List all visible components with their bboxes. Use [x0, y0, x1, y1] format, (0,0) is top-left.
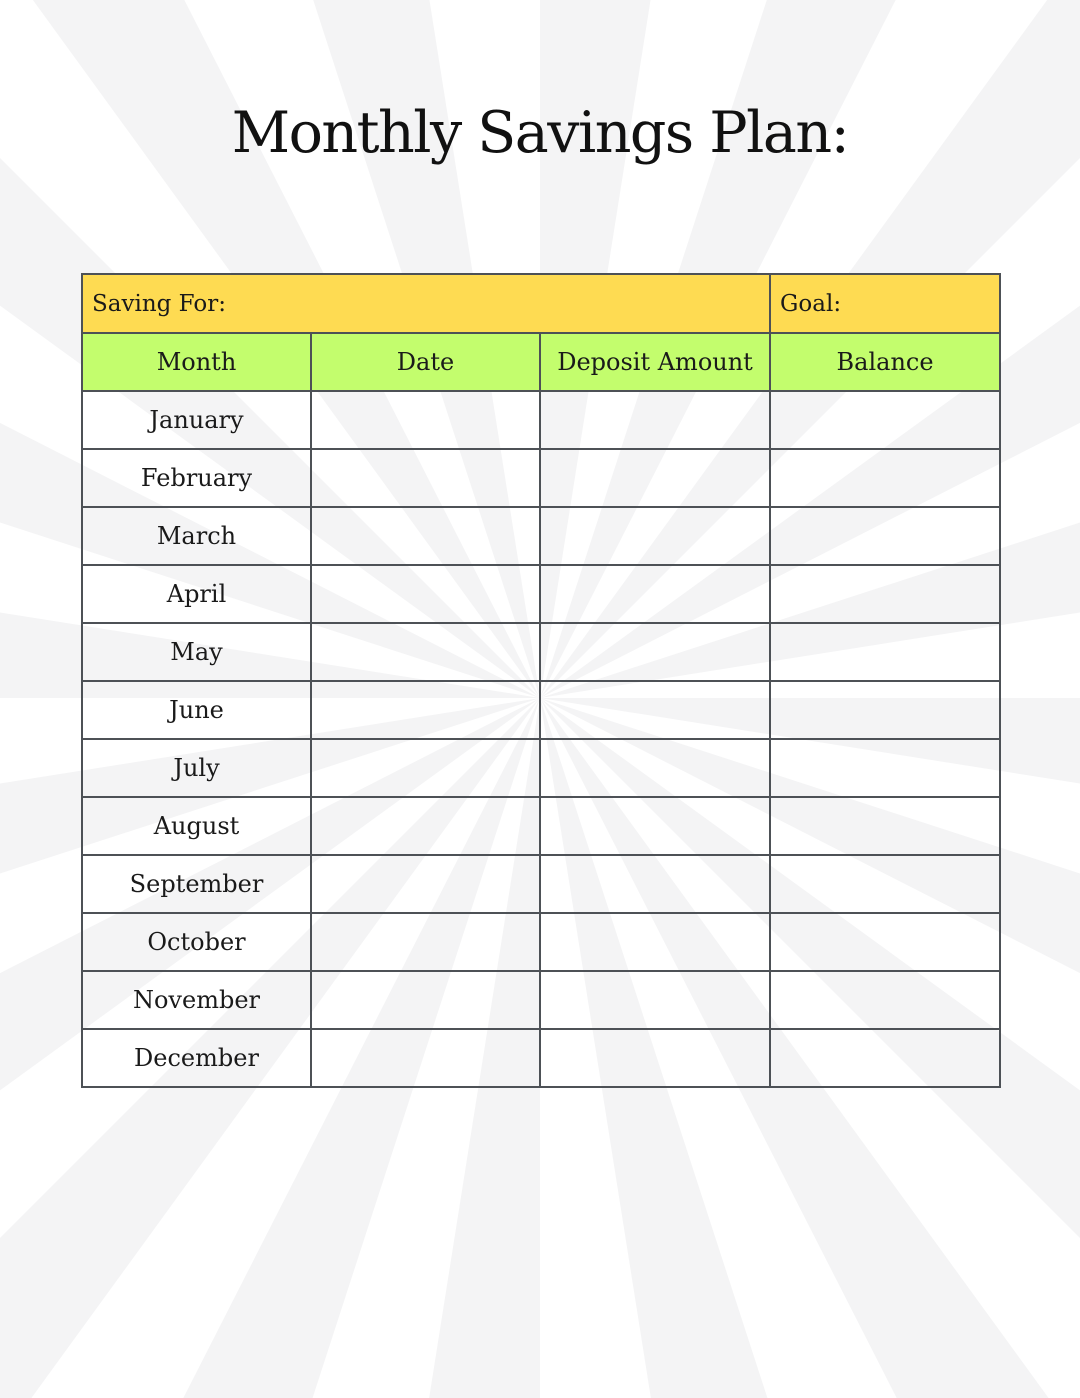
column-header-date: Date: [311, 333, 540, 391]
deposit-amount-cell[interactable]: [540, 913, 770, 971]
month-cell: August: [82, 797, 311, 855]
month-cell: May: [82, 623, 311, 681]
date-cell[interactable]: [311, 855, 540, 913]
month-cell: December: [82, 1029, 311, 1087]
deposit-amount-cell[interactable]: [540, 507, 770, 565]
date-cell[interactable]: [311, 391, 540, 449]
date-cell[interactable]: [311, 507, 540, 565]
balance-cell[interactable]: [770, 681, 1000, 739]
table-row: [82, 681, 1000, 739]
date-cell[interactable]: [311, 1029, 540, 1087]
page-title: Monthly Savings Plan:: [231, 100, 849, 166]
table-row: [82, 797, 1000, 855]
balance-cell[interactable]: [770, 565, 1000, 623]
balance-cell[interactable]: [770, 1029, 1000, 1087]
month-cell: January: [82, 391, 311, 449]
saving-for-label: Saving For:: [92, 290, 226, 317]
date-cell[interactable]: [311, 913, 540, 971]
balance-cell[interactable]: [770, 507, 1000, 565]
deposit-amount-cell[interactable]: [540, 391, 770, 449]
month-cell: March: [82, 507, 311, 565]
month-cell: April: [82, 565, 311, 623]
date-cell[interactable]: [311, 565, 540, 623]
month-cell: October: [82, 913, 311, 971]
deposit-amount-cell[interactable]: [540, 449, 770, 507]
table-row: [82, 855, 1000, 913]
balance-cell[interactable]: [770, 855, 1000, 913]
balance-cell[interactable]: [770, 449, 1000, 507]
summary-row: [82, 274, 1000, 333]
balance-cell[interactable]: [770, 797, 1000, 855]
month-cell: September: [82, 855, 311, 913]
deposit-amount-cell[interactable]: [540, 797, 770, 855]
column-header-deposit-amount: Deposit Amount: [540, 333, 770, 391]
month-cell: June: [82, 681, 311, 739]
balance-cell[interactable]: [770, 623, 1000, 681]
date-cell[interactable]: [311, 971, 540, 1029]
table-row: [82, 391, 1000, 449]
table-row: [82, 449, 1000, 507]
balance-cell[interactable]: [770, 739, 1000, 797]
date-cell[interactable]: [311, 623, 540, 681]
table-row: [82, 971, 1000, 1029]
balance-cell[interactable]: [770, 913, 1000, 971]
deposit-amount-cell[interactable]: [540, 623, 770, 681]
table-row: [82, 913, 1000, 971]
balance-cell[interactable]: [770, 971, 1000, 1029]
balance-cell[interactable]: [770, 391, 1000, 449]
month-cell: November: [82, 971, 311, 1029]
deposit-amount-cell[interactable]: [540, 855, 770, 913]
goal-label: Goal:: [780, 290, 842, 317]
deposit-amount-cell[interactable]: [540, 739, 770, 797]
deposit-amount-cell[interactable]: [540, 681, 770, 739]
column-header-month: Month: [82, 333, 311, 391]
column-header-balance: Balance: [770, 333, 1000, 391]
date-cell[interactable]: [311, 739, 540, 797]
savings-plan-table: [81, 273, 1001, 1088]
column-header-row: [82, 333, 1000, 391]
month-cell: February: [82, 449, 311, 507]
saving-for-field[interactable]: [82, 274, 770, 333]
table-row: [82, 739, 1000, 797]
table-row: [82, 507, 1000, 565]
table-row: [82, 1029, 1000, 1087]
date-cell[interactable]: [311, 449, 540, 507]
deposit-amount-cell[interactable]: [540, 1029, 770, 1087]
date-cell[interactable]: [311, 797, 540, 855]
deposit-amount-cell[interactable]: [540, 565, 770, 623]
table-row: [82, 623, 1000, 681]
month-cell: July: [82, 739, 311, 797]
table-row: [82, 565, 1000, 623]
goal-field[interactable]: [770, 274, 1000, 333]
date-cell[interactable]: [311, 681, 540, 739]
deposit-amount-cell[interactable]: [540, 971, 770, 1029]
